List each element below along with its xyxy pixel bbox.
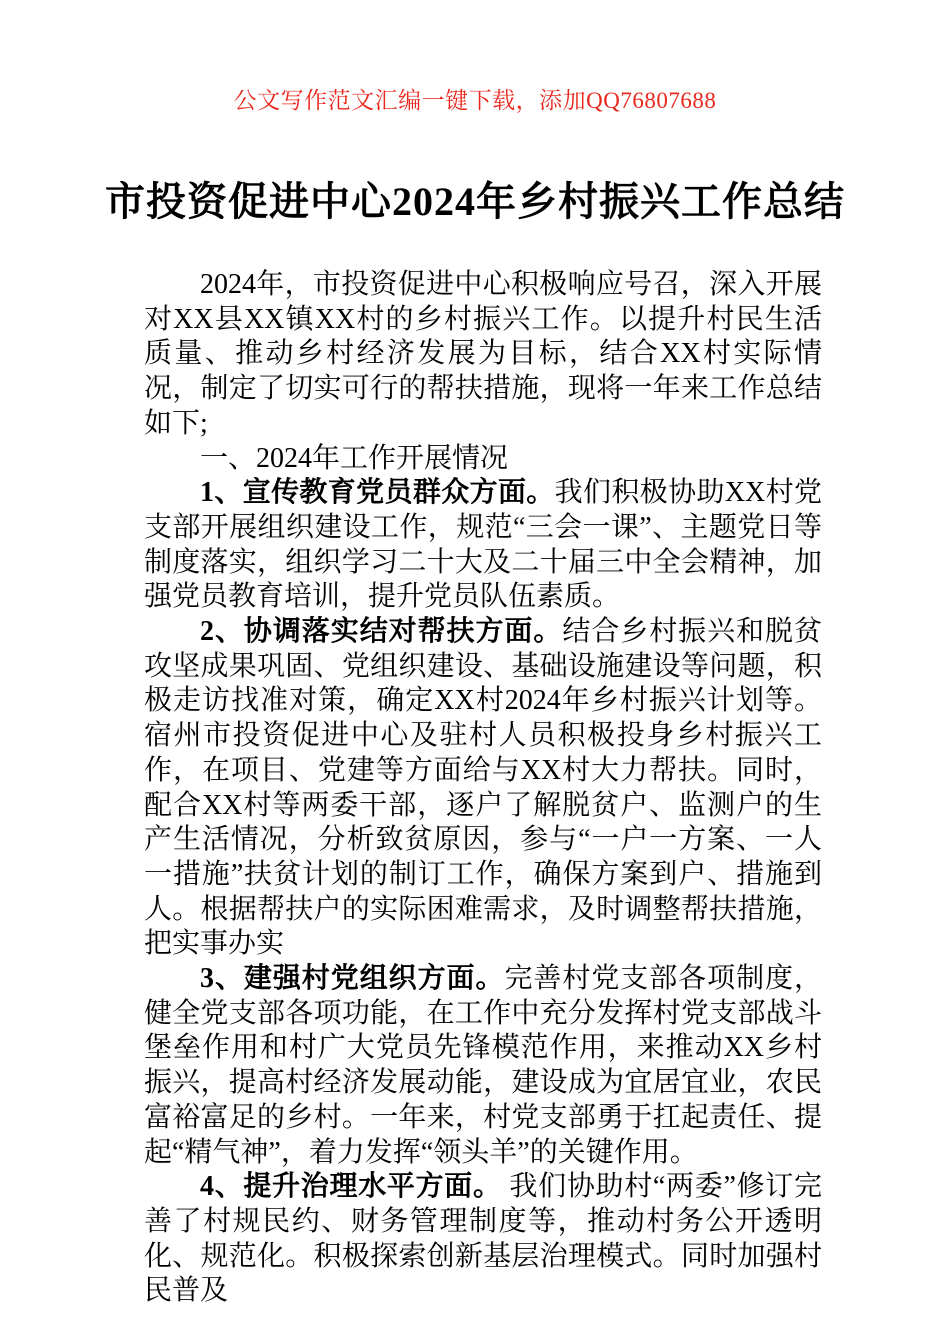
paragraph-text: 结合乡村振兴和脱贫攻坚成果巩固、党组织建设、基础设施建设等问题，积极走访找准对策，确定XX村2024年乡村振兴计划等。宿州市投资促进中心及驻村人员积极投身乡村振兴工作，在项目、党建等方面给与XX村大力帮扶。同时，配合XX村等两委干部，逐户了解脱贫户、监测户的生产生活情况，分析致贫原因，参与“一户一方案、一人一措施”扶贫计划的制订工作，确保方案到户、措施到人。根据帮扶户的实际困难需求，及时调整帮扶措施，把实事办实 (144, 616, 822, 960)
paragraph (144, 962, 822, 1170)
paragraph-text: 完善村党支部各项制度，健全党支部各项功能，在工作中充分发挥村党支部战斗堡垒作用和村广大党员先锋模范作用，来推动XX乡村振兴，提高村经济发展动能，建设成为宜居宜业，农民富裕富足的乡村。一年来，村党支部勇于扛起责任、提起“精气神”，着力发挥“领头羊”的关键作用。 (144, 963, 822, 1168)
paragraph-text: 我们积极协助XX村党支部开展组织建设工作，规范“三会一课”、主题党日等制度落实，组织学习二十大及二十届三中全会精神，加强党员教育培训，提升党员队伍素质。 (144, 477, 822, 613)
paragraph (144, 442, 822, 477)
paragraph (144, 615, 822, 962)
document-body (144, 268, 822, 1309)
paragraph-lead: 3、建强村党组织方面。 (200, 963, 505, 995)
paragraph (144, 268, 822, 442)
document-title: 市投资促进中心2024年乡村振兴工作总结 (105, 179, 845, 224)
promo-banner: 公文写作范文汇编一键下载，添加QQ76807688 (233, 88, 717, 113)
paragraph-text: 2024年，市投资促进中心积极响应号召，深入开展对XX县XX镇XX村的乡村振兴工作。以提升村民生活质量、推动乡村经济发展为目标，结合XX村实际情况，制定了切实可行的帮扶措施，现将一年来工作总结如下; (144, 269, 822, 439)
paragraph (144, 476, 822, 615)
paragraph-lead: 1、宣传教育党员群众方面。 (200, 477, 555, 509)
paragraph-lead: 4、提升治理水平方面。 (200, 1171, 502, 1203)
paragraph-lead: 2、协调落实结对帮扶方面。 (200, 616, 563, 648)
paragraph-text: 我们协助村“两委”修订完善了村规民约、财务管理制度等，推动村务公开透明化、规范化。积极探索创新基层治理模式。同时加强村民普及 (144, 1171, 822, 1307)
paragraph-text: 一、2024年工作开展情况 (200, 442, 509, 474)
paragraph (144, 1170, 822, 1309)
